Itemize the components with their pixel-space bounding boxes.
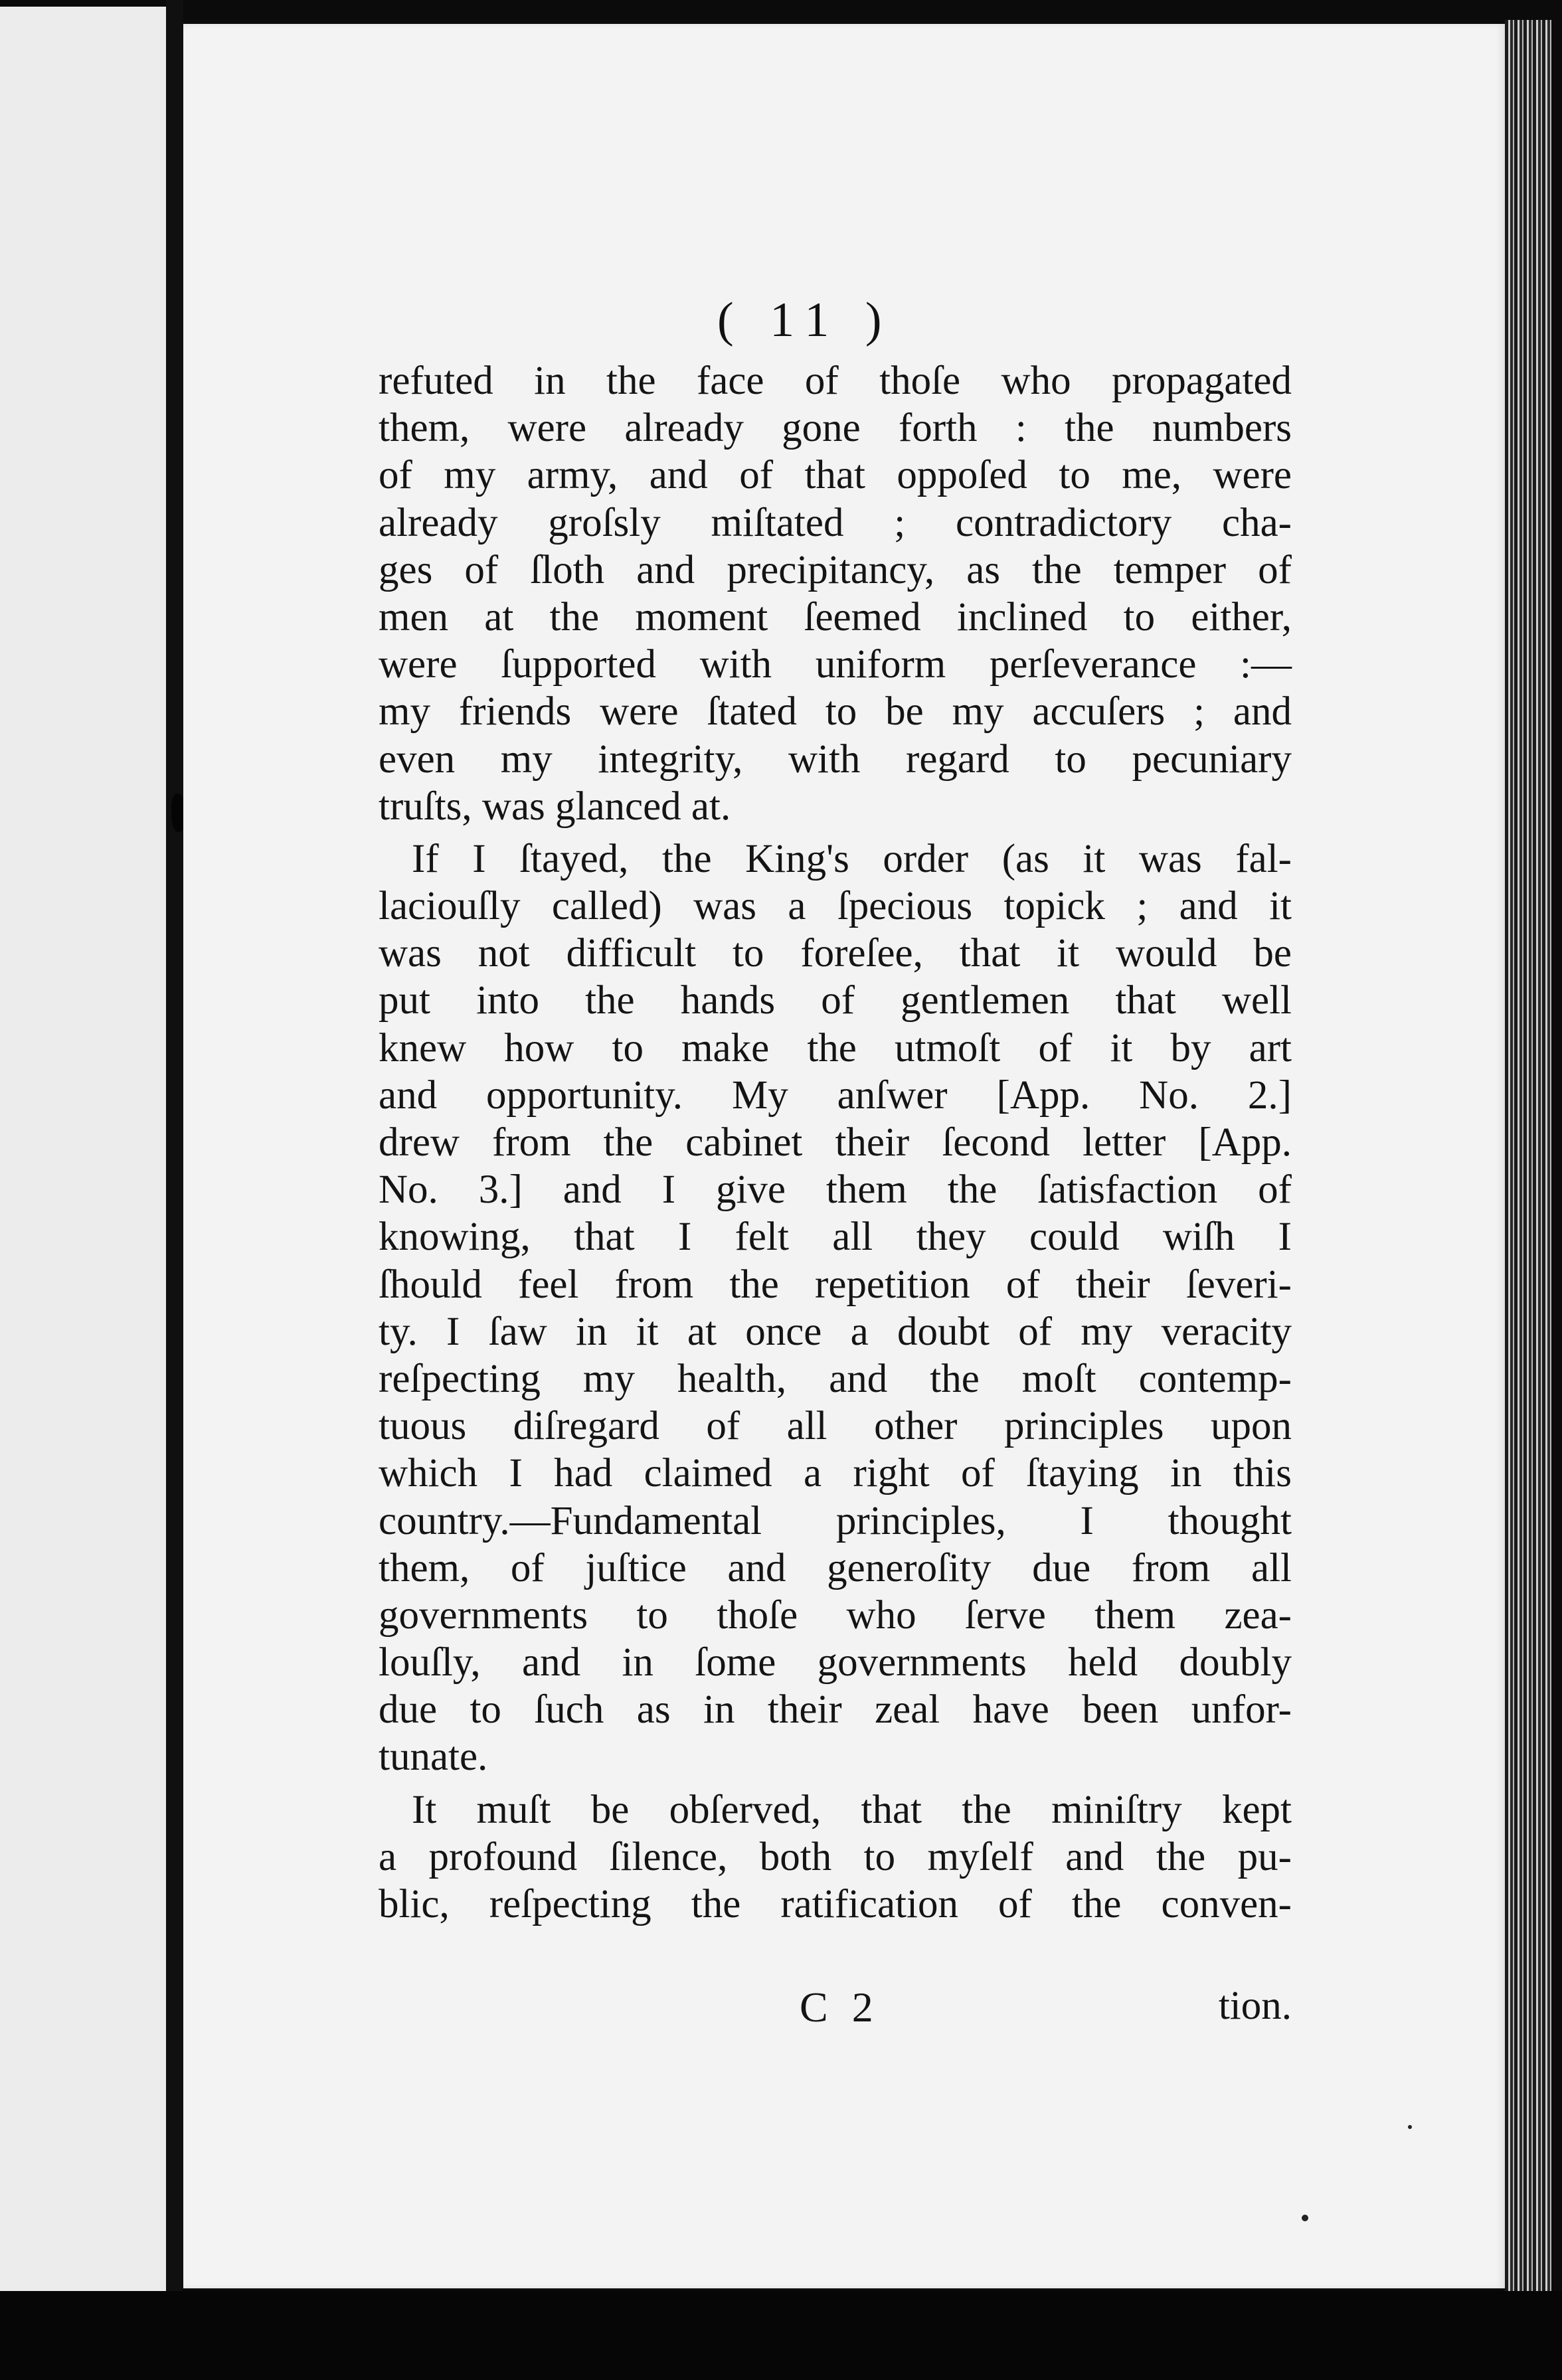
text-line: reſpecting my health, and the moſt contemp- (379, 1356, 1292, 1401)
paragraph-start-line: If I ſtayed, the King's order (as it was fal- (412, 836, 1292, 881)
text-line: and opportunity. My anſwer [App. No. 2.] (379, 1072, 1292, 1118)
text-line: knowing, that I felt all they could wiſh I (379, 1215, 1292, 1260)
body-text (379, 357, 1292, 1928)
catchword: tion. (1218, 1984, 1292, 2028)
text-line: put into the hands of gentlemen that well (379, 978, 1292, 1023)
ink-speck (1302, 2215, 1308, 2221)
paragraph-end-line: tunate. (379, 1735, 488, 1780)
page-stack-edges (1505, 20, 1551, 2298)
page-footer (379, 1983, 1292, 2031)
facing-page-edge (0, 7, 166, 2291)
text-line: tuous diſregard of all other principles upon (379, 1404, 1292, 1449)
book-gutter (166, 0, 183, 2380)
text-line: louſly, and in ſome governments held doubly (379, 1640, 1292, 1685)
text-line: of my army, and of that oppoſed to me, were (379, 453, 1292, 498)
text-line: governments to thoſe who ſerve them zea- (379, 1592, 1292, 1638)
text-line: them, were already gone forth : the numbers (379, 406, 1292, 451)
text-line: knew how to make the utmoſt of it by art (379, 1025, 1292, 1070)
text-line: ges of ſloth and precipitancy, as the temper of (379, 547, 1292, 592)
paragraph-end-line: truſts, was glanced at. (379, 784, 731, 829)
text-line: refuted in the face of thoſe who propagated (379, 359, 1292, 403)
text-line: laciouſly called) was a ſpecious topick ; and it (379, 884, 1292, 929)
text-line: them, of juſtice and generoſity due from all (379, 1545, 1292, 1590)
text-line: No. 3.] and I give them the ſatisfaction of (379, 1167, 1292, 1213)
text-line: country.—Fundamental principles, I thought (379, 1498, 1292, 1543)
text-line: men at the moment ſeemed inclined to either, (379, 594, 1292, 639)
text-line: due to ſuch as in their zeal have been unfor- (379, 1687, 1292, 1733)
text-line: was not difficult to foreſee, that it would be (379, 931, 1292, 976)
text-line: drew from the cabinet their ſecond letter [App. (379, 1120, 1292, 1165)
scan-border (0, 2291, 1562, 2380)
signature-mark: C 2 (800, 1984, 880, 2031)
paragraph-start-line: It muſt be obſerved, that the miniſtry kept (412, 1787, 1292, 1832)
text-line: ty. I ſaw in it at once a doubt of my veracity (379, 1309, 1292, 1354)
text-line: which I had claimed a right of ſtaying in this (379, 1451, 1292, 1496)
page-number: ( 11 ) (717, 293, 894, 347)
text-line: blic, reſpecting the ratification of the conven- (379, 1882, 1292, 1926)
ink-speck (1408, 2125, 1412, 2129)
text-line: ſhould feel from the repetition of their ſeveri- (379, 1262, 1292, 1307)
text-line: my friends were ſtated to be my accuſers ; and (379, 689, 1292, 734)
text-line: already groſsly miſtated ; contradictory cha- (379, 500, 1292, 545)
text-line: a profound ſilence, both to myſelf and the pu- (379, 1834, 1292, 1879)
text-line: were ſupported with uniform perſeverance :— (379, 642, 1292, 687)
text-line: even my integrity, with regard to pecuniary (379, 736, 1292, 782)
